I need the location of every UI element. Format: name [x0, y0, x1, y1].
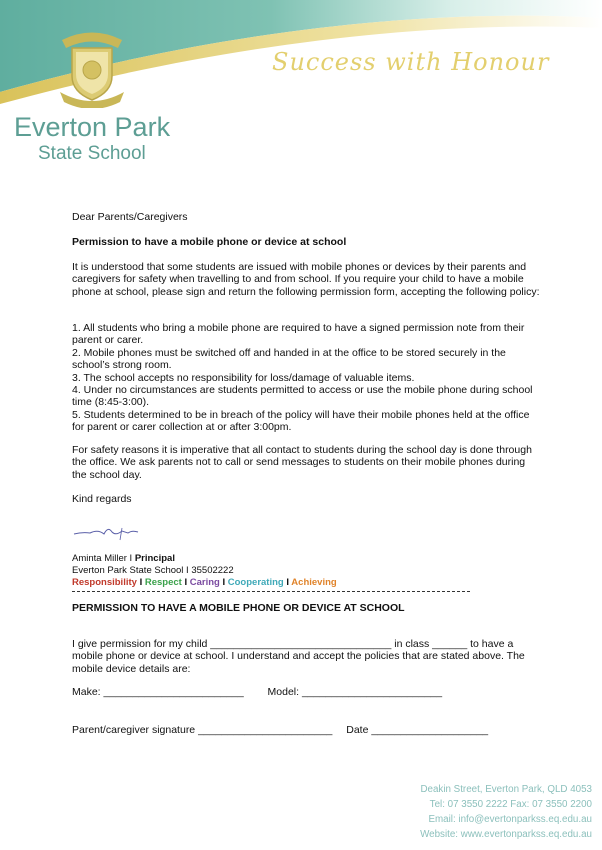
value-achieving: Achieving	[291, 577, 337, 588]
policy-item: 1. All students who bring a mobile phone are required to have a signed permission note from their parent or carer.	[72, 322, 525, 347]
contact-footer	[420, 782, 592, 842]
value-separator: I	[219, 577, 228, 588]
school-name-line1: Everton Park	[14, 112, 171, 142]
value-cooperating: Cooperating	[227, 577, 284, 588]
letter-intro: It is understood that some students are issued with mobile phones or devices by their parents and caregivers for safety when travelling to and from school. If you require your child to have a mobile phone at school, please sign and return the following permission form, accepting the following policy:	[72, 261, 540, 298]
principal-name: Aminta Miller I	[72, 553, 135, 564]
school-contact: Everton Park State School I 35502222	[72, 565, 234, 576]
policy-item: 4. Under no circumstances are students permitted to access or use the mobile phone during school time (8:45-3:00).	[72, 384, 533, 409]
footer-phone: Tel: 07 3550 2222 Fax: 07 3550 2200	[429, 799, 592, 810]
value-separator: I	[283, 577, 292, 588]
school-values	[72, 577, 337, 588]
school-tagline: Success with Honour	[272, 48, 550, 76]
form-title: PERMISSION TO HAVE A MOBILE PHONE OR DEVICE AT SCHOOL	[72, 602, 405, 614]
date-field: Date ____________________	[346, 724, 489, 736]
permission-text: I give permission for my child _______________________________ in class ______ to have a mobile phone or device at school. I understand and accept the policies that are stated above. The mobile device details are:	[72, 638, 525, 675]
school-name	[14, 112, 170, 166]
value-responsibility: Responsibility	[72, 577, 137, 588]
principal-line	[72, 553, 234, 565]
closing: Kind regards	[72, 493, 132, 505]
safety-paragraph: For safety reasons it is imperative that all contact to students during the school day is done through the office. We ask parents not to call or send messages to students on their mobile phones during the school day.	[72, 444, 532, 481]
device-details-row	[72, 686, 442, 698]
principal-signature	[72, 520, 142, 542]
cut-line-divider	[72, 591, 470, 592]
signature-row	[72, 724, 488, 736]
school-crest-logo	[56, 30, 128, 108]
value-caring: Caring	[189, 577, 220, 588]
value-separator: I	[136, 577, 145, 588]
principal-block	[72, 553, 234, 577]
footer-email: Email: info@evertonparkss.eq.edu.au	[428, 814, 592, 825]
policy-list	[72, 322, 542, 434]
policy-item: 2. Mobile phones must be switched off and handed in at the office to be stored securely in the school’s strong room.	[72, 346, 506, 372]
make-field: Make: ________________________	[72, 686, 244, 698]
principal-title: Principal	[134, 553, 175, 564]
policy-item: 5. Students determined to be in breach of the policy will have their mobile phones held at the office for parent or carer collection at or after 3:00pm.	[72, 408, 530, 434]
school-name-line2: State School	[38, 143, 146, 164]
policy-item: 3. The school accepts no responsibility for loss/damage of valuable items.	[72, 371, 415, 384]
footer-website: Website: www.evertonparkss.eq.edu.au	[420, 829, 592, 840]
footer-address: Deakin Street, Everton Park, QLD 4053	[420, 784, 592, 795]
value-separator: I	[181, 577, 190, 588]
letter-subject: Permission to have a mobile phone or device at school	[72, 236, 347, 248]
parent-signature-field: Parent/caregiver signature _______________________	[72, 724, 333, 736]
model-field: Model: ________________________	[267, 686, 443, 698]
letter-greeting: Dear Parents/Caregivers	[72, 211, 188, 223]
value-respect: Respect	[144, 577, 182, 588]
